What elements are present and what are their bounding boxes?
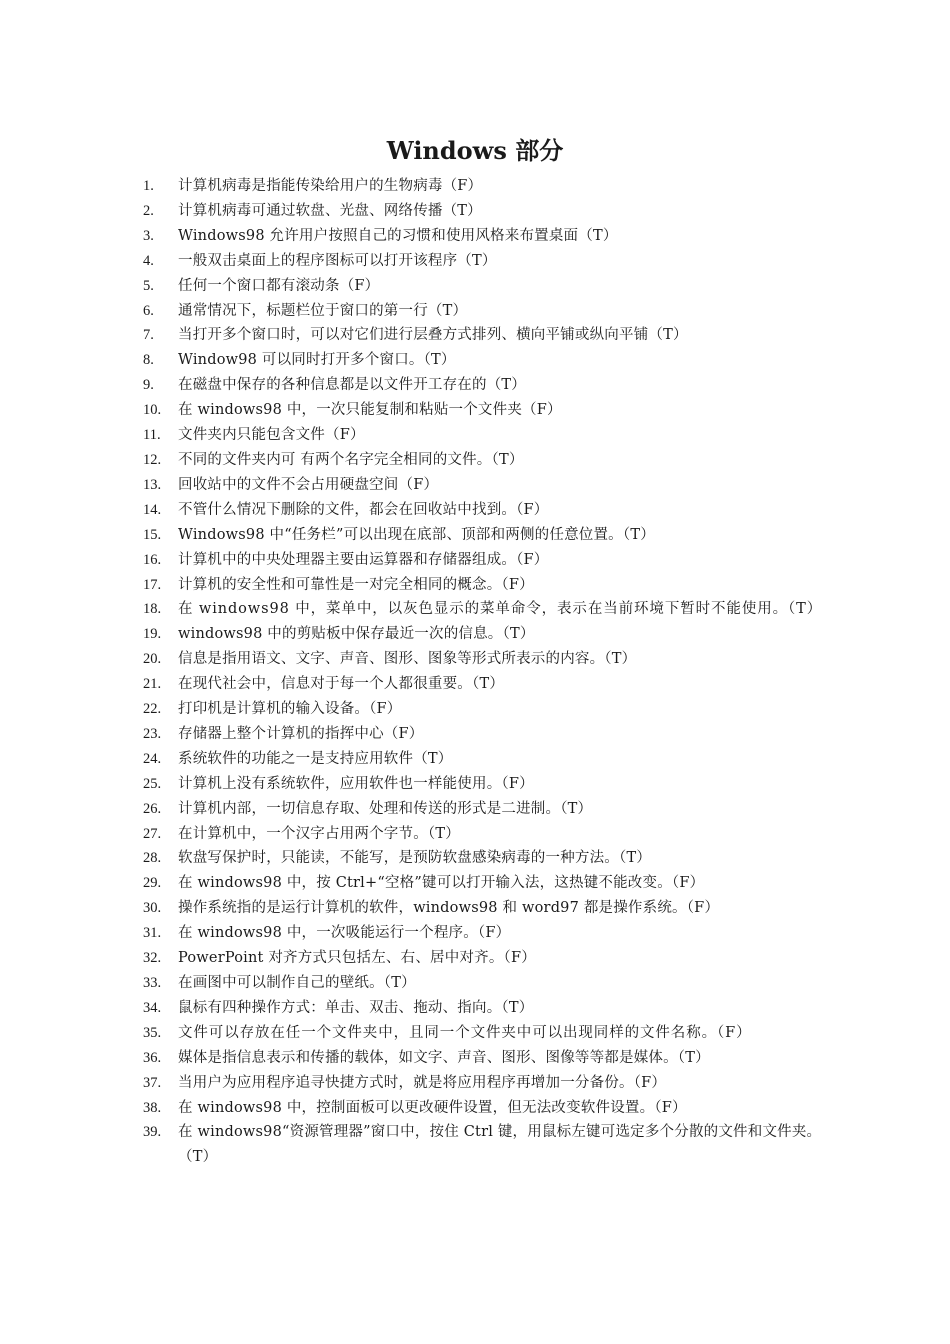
question-number: 3. [143,227,154,244]
question-number: 12. [143,451,162,468]
question-text: 系统软件的功能之一是支持应用软件（T） [178,750,453,767]
question-number: 31. [143,925,162,942]
question-number: 17. [143,576,162,593]
question-item [143,224,823,249]
question-number: 7. [143,327,154,344]
question-item [143,174,823,199]
question-item [143,946,823,971]
question-number: 38. [143,1099,162,1116]
question-text: 在画图中可以制作自己的壁纸。（T） [178,975,416,991]
question-text: 计算机的安全性和可靠性是一对完全相同的概念。（F） [178,576,534,593]
question-number: 30. [143,900,162,917]
question-item [143,1096,823,1121]
question-number: 24. [143,750,162,767]
question-item [143,896,823,921]
question-item [143,199,823,224]
question-item [143,921,823,946]
question-item [143,697,823,722]
question-text: 计算机病毒是指能传染给用户的生物病毒（F） [178,178,483,194]
question-text: 文件夹内只能包含文件（F） [178,427,365,444]
question-item [143,348,823,373]
question-text: 在 windows98“资源管理器”窗口中，按住 Ctrl 键，用鼠标左键可选定多个分散的文件和文件夹。（T） [178,1124,822,1166]
question-text: 在计算机中，一个汉字占用两个字节。（T） [178,825,460,842]
question-item [143,423,823,448]
question-item [143,1021,823,1046]
question-item [143,846,823,871]
question-number: 14. [143,501,162,518]
question-item [143,772,823,797]
question-number: 27. [143,825,162,842]
question-number: 37. [143,1074,162,1091]
question-item [143,1071,823,1096]
question-item [143,871,823,896]
question-number: 33. [143,975,162,991]
question-text: Window98 可以同时打开多个窗口。（T） [178,352,456,369]
question-text: 计算机内部，一切信息存取、处理和传送的形式是二进制。（T） [178,800,593,817]
question-text: 打印机是计算机的输入设备。（F） [178,701,402,718]
question-text: 在 windows98 中，一次吸能运行一个程序。（F） [178,925,511,942]
question-number: 19. [143,626,162,643]
question-item [143,996,823,1021]
question-item [143,822,823,847]
question-item [143,473,823,498]
question-item [143,398,823,423]
question-text: 在磁盘中保存的各种信息都是以文件开工存在的（T） [178,377,526,394]
question-text: 计算机病毒可通过软盘、光盘、网络传播（T） [178,202,482,219]
question-number: 8. [143,352,154,369]
question-number: 11. [143,427,161,444]
question-text: 在现代社会中，信息对于每一个人都很重要。（T） [178,676,505,693]
question-number: 26. [143,800,162,817]
question-item [143,573,823,598]
question-number: 10. [143,402,162,419]
question-text: 信息是指用语文、文字、声音、图形、图象等形式所表示的内容。（T） [178,651,637,668]
question-text: 回收站中的文件不会占用硬盘空间（F） [178,476,439,493]
question-text: 存储器上整个计算机的指挥中心（F） [178,725,424,742]
question-item [143,548,823,573]
question-number: 29. [143,875,162,892]
question-number: 2. [143,202,154,219]
question-item [143,797,823,822]
question-number: 4. [143,252,154,269]
question-item [143,373,823,398]
question-item [143,448,823,473]
question-number: 22. [143,701,162,718]
question-number: 35. [143,1024,162,1041]
question-number: 18. [143,601,162,618]
question-text: 一般双击桌面上的程序图标可以打开该程序（T） [178,252,497,269]
question-item [143,1046,823,1071]
question-number: 5. [143,277,154,294]
question-number: 13. [143,476,162,493]
question-item [143,971,823,996]
question-number: 1. [143,178,154,194]
question-text: 当打开多个窗口时，可以对它们进行层叠方式排列、横向平铺或纵向平铺（T） [178,327,688,344]
question-item [143,249,823,274]
question-item [143,672,823,697]
question-text: 媒体是指信息表示和传播的载体，如文字、声音、图形、图像等等都是媒体。（T） [178,1049,710,1066]
question-number: 15. [143,526,162,543]
question-text: 当用户为应用程序追寻快捷方式时，就是将应用程序再增加一分备份。（F） [178,1074,667,1091]
question-list [143,174,823,1170]
question-text: 鼠标有四种操作方式：单击、双击、拖动、指向。（T） [178,999,534,1016]
question-item [143,1120,823,1170]
question-text: Windows98 中“任务栏”可以出现在底部、顶部和两侧的任意位置。（T） [178,526,655,543]
question-item [143,722,823,747]
question-text: 在 windows98 中，控制面板可以更改硬件设置，但无法改变软件设置。（F） [178,1099,687,1116]
question-text: PowerPoint 对齐方式只包括左、右、居中对齐。（F） [178,950,536,967]
question-text: windows98 中的剪贴板中保存最近一次的信息。（T） [178,626,535,643]
question-number: 6. [143,302,154,319]
question-item [143,747,823,772]
question-text: 软盘写保护时，只能读，不能写，是预防软盘感染病毒的一种方法。（T） [178,850,652,867]
question-number: 34. [143,999,162,1016]
question-text: 不管什么情况下删除的文件，都会在回收站中找到。（F） [178,501,549,518]
question-text: Windows98 允许用户按照自己的习惯和使用风格来布置桌面（T） [178,227,618,244]
question-text: 文件可以存放在任一个文件夹中，且同一个文件夹中可以出现同样的文件名称。（F） [178,1024,752,1041]
question-number: 25. [143,775,162,792]
question-number: 16. [143,551,162,568]
question-text: 计算机中的中央处理器主要由运算器和存储器组成。（F） [178,551,549,568]
question-text: 操作系统指的是运行计算机的软件，windows98 和 word97 都是操作系统。（F） [178,900,720,917]
page-title: Windows 部分 [386,136,564,165]
question-item [143,647,823,672]
question-text: 不同的文件夹内可 有两个名字完全相同的文件。（T） [178,451,524,468]
question-text: 计算机上没有系统软件，应用软件也一样能使用。（F） [178,775,534,792]
question-text: 在 windows98 中，一次只能复制和粘贴一个文件夹（F） [178,402,562,419]
question-number: 32. [143,950,162,967]
question-text: 通常情况下，标题栏位于窗口的第一行（T） [178,302,468,319]
question-text: 任何一个窗口都有滚动条（F） [178,277,380,294]
question-item [143,523,823,548]
question-item [143,622,823,647]
question-text: 在 windows98 中，按 Ctrl+“空格”键可以打开输入法，这热键不能改变。（F） [178,875,705,892]
question-text: 在 windows98 中，菜单中，以灰色显示的菜单命令，表示在当前环境下暂时不能使用。（T） [178,601,823,618]
question-item [143,274,823,299]
question-item [143,498,823,523]
question-item [143,323,823,348]
question-number: 28. [143,850,162,867]
question-number: 9. [143,377,154,394]
question-number: 20. [143,651,162,668]
question-item [143,299,823,324]
question-number: 39. [143,1124,162,1141]
question-item [143,597,823,622]
question-number: 36. [143,1049,162,1066]
question-number: 21. [143,676,162,693]
question-number: 23. [143,725,162,742]
